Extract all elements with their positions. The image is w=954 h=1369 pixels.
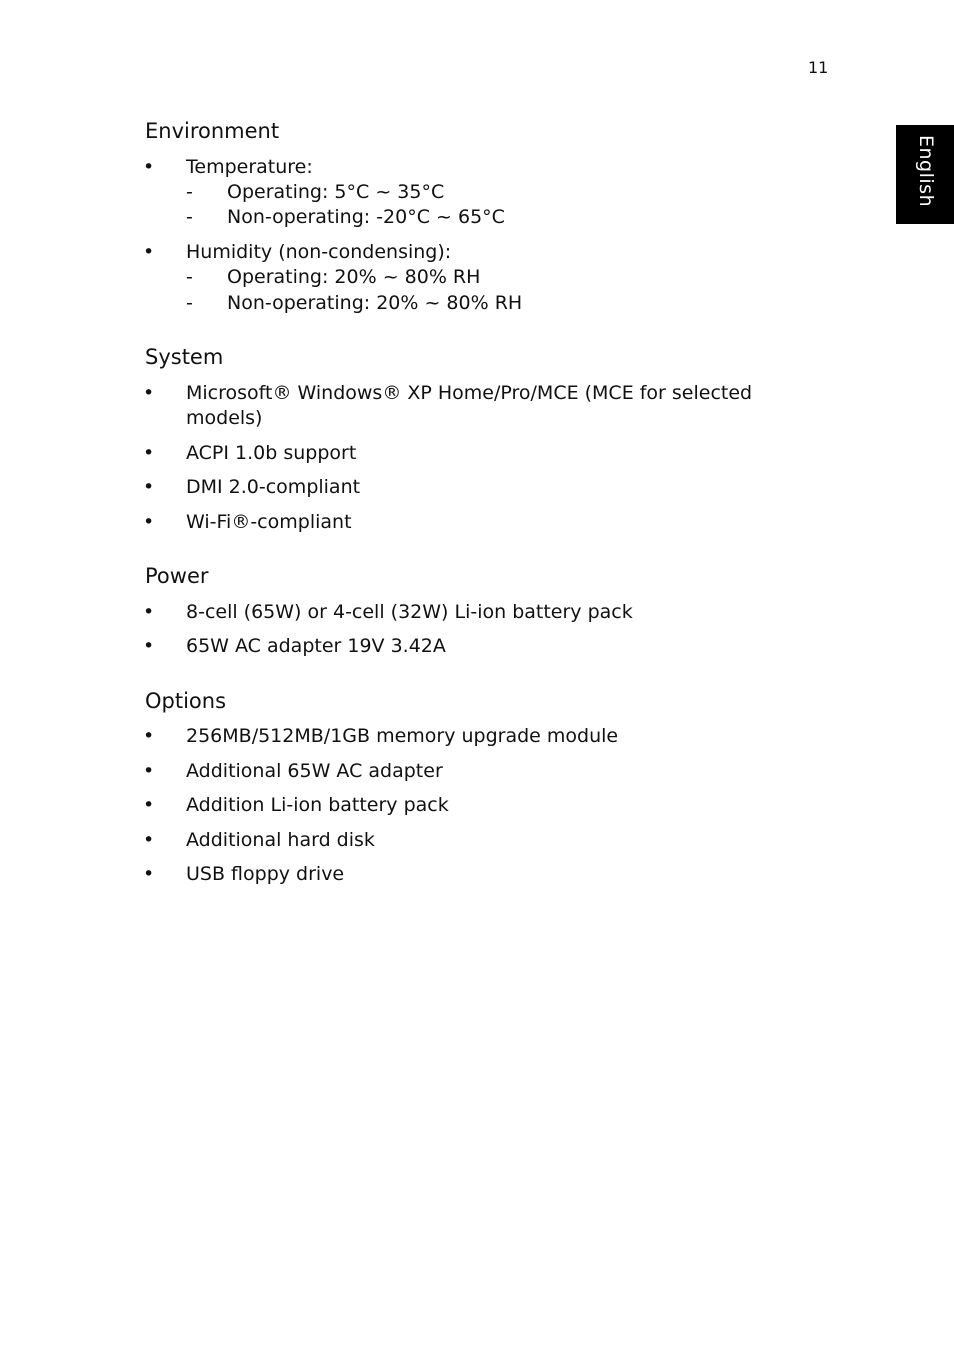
list-item-additional-battery: Addition Li-ion battery pack — [186, 794, 449, 816]
language-tab-label: English — [915, 135, 937, 208]
list-item-os: Microsoft® Windows® XP Home/Pro/MCE (MCE for selected models) — [186, 382, 753, 429]
list-item-humidity: Humidity (non-condensing): — [186, 241, 452, 263]
list-item-battery-pack: 8-cell (65W) or 4-cell (32W) Li-ion battery pack — [186, 601, 633, 623]
list-item-acpi: ACPI 1.0b support — [186, 442, 357, 464]
bullet-marker: • — [143, 241, 155, 263]
language-tab — [896, 125, 954, 224]
dash-marker: - — [186, 292, 193, 314]
section-heading-power: Power — [145, 564, 209, 588]
sub-item-humidity-operating: Operating: 20% ~ 80% RH — [227, 266, 481, 288]
bullet-marker: • — [143, 863, 155, 885]
bullet-marker: • — [143, 476, 155, 498]
list-item-memory-module: 256MB/512MB/1GB memory upgrade module — [186, 725, 619, 747]
bullet-marker: • — [143, 442, 155, 464]
page-number: 11 — [808, 58, 829, 77]
bullet-marker: • — [143, 725, 155, 747]
list-item-floppy-drive: USB floppy drive — [186, 863, 345, 885]
section-heading-system: System — [145, 345, 224, 369]
list-item-hard-disk: Additional hard disk — [186, 829, 375, 851]
list-item-additional-adapter: Additional 65W AC adapter — [186, 760, 443, 782]
bullet-marker: • — [143, 382, 155, 404]
bullet-marker: • — [143, 829, 155, 851]
bullet-marker: • — [143, 601, 155, 623]
bullet-marker: • — [143, 156, 155, 178]
list-item-temperature: Temperature: — [186, 156, 313, 178]
sub-item-temp-non-operating: Non-operating: -20°C ~ 65°C — [227, 206, 505, 228]
list-item-ac-adapter: 65W AC adapter 19V 3.42A — [186, 635, 446, 657]
sub-item-humidity-non-operating: Non-operating: 20% ~ 80% RH — [227, 292, 523, 314]
bullet-marker: • — [143, 511, 155, 533]
section-heading-environment: Environment — [145, 119, 280, 143]
bullet-marker: • — [143, 760, 155, 782]
list-item-wifi: Wi-Fi®-compliant — [186, 511, 352, 533]
list-item-dmi: DMI 2.0-compliant — [186, 476, 361, 498]
section-heading-options: Options — [145, 689, 227, 713]
bullet-marker: • — [143, 794, 155, 816]
sub-item-temp-operating: Operating: 5°C ~ 35°C — [227, 181, 445, 203]
dash-marker: - — [186, 206, 193, 228]
bullet-marker: • — [143, 635, 155, 657]
dash-marker: - — [186, 181, 193, 203]
dash-marker: - — [186, 266, 193, 288]
